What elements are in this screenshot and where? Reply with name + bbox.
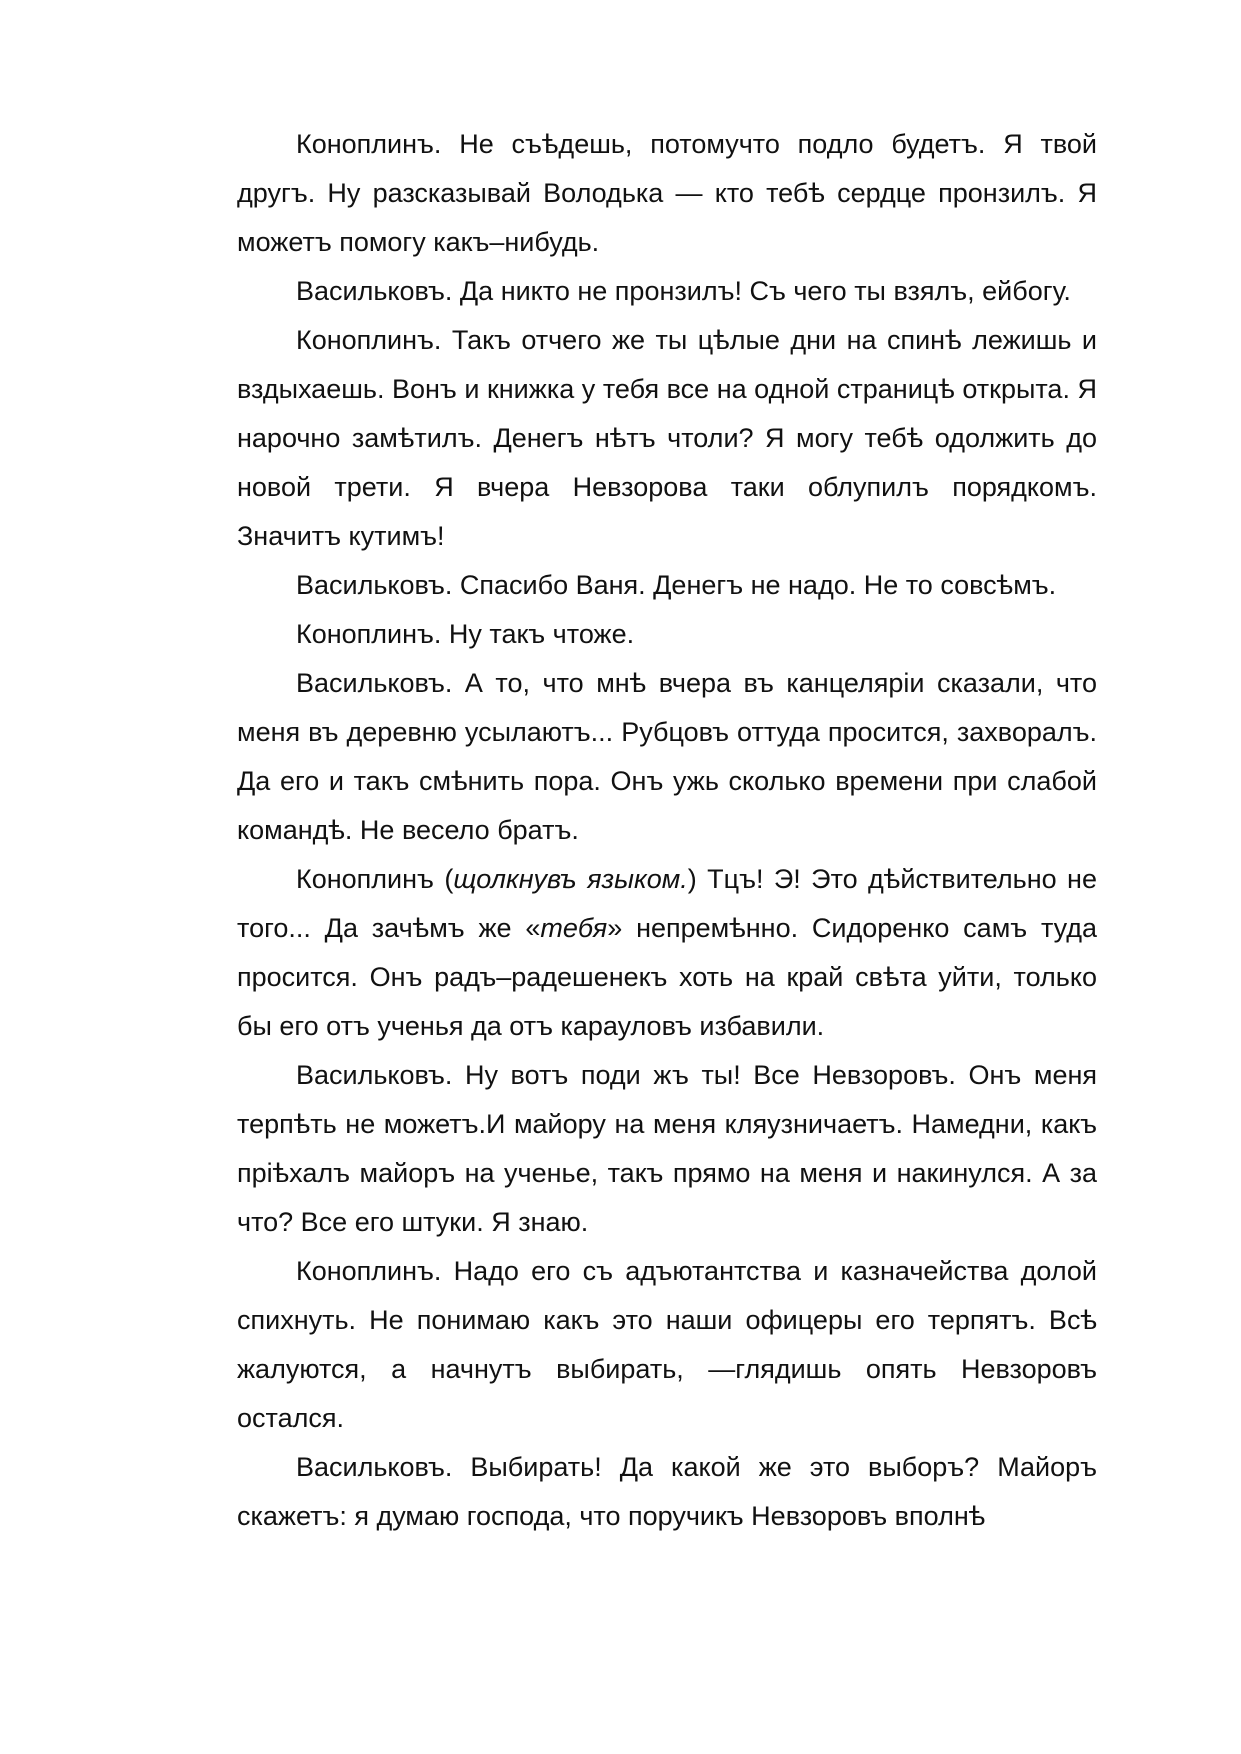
paragraph-2 (237, 267, 1097, 316)
paragraph-text: ) Тцъ! Э! Это дѣйствительно не того... Да зачѣмъ же « (237, 864, 1097, 943)
paragraph-7 (237, 855, 1097, 1051)
paragraph-text: Васильковъ. Выбирать! Да какой же это выборъ? Майоръ скажетъ: я думаю господа, что поручикъ Невзоровъ вполнѣ (237, 1452, 1097, 1531)
paragraph-9 (237, 1247, 1097, 1443)
paragraph-text: Васильковъ. Спасибо Ваня. Денегъ не надо. Не то совсѣмъ. (296, 570, 1057, 600)
paragraph-text: Васильковъ. А то, что мнѣ вчера въ канцеляріи сказали, что меня въ деревню усылаютъ... Рубцовъ оттуда просится, захворалъ. Да его и такъ смѣнить пора. Онъ ужь сколько времени при слабой командѣ. Не весело братъ. (237, 668, 1097, 845)
paragraph-text: Васильковъ. Да никто не пронзилъ! Съ чего ты взялъ, ейбогу. (296, 276, 1071, 306)
paragraph-3 (237, 316, 1097, 561)
paragraph-text: Коноплинъ. Надо его съ адъютантства и казначейства долой спихнуть. Не понимаю какъ это наши офицеры его терпятъ. Всѣ жалуются, а начнутъ выбирать, —глядишь опять Невзоровъ остался. (237, 1256, 1097, 1433)
emphasis-text: тебя (540, 913, 608, 943)
paragraph-6 (237, 659, 1097, 855)
paragraph-text: Коноплинъ ( (296, 864, 454, 894)
paragraph-10 (237, 1443, 1097, 1541)
paragraph-8 (237, 1051, 1097, 1247)
paragraph-5 (237, 610, 1097, 659)
paragraph-text: Коноплинъ. Не съѣдешь, потомучто подло будетъ. Я твой другъ. Ну разсказывай Володька — кто тебѣ сердце пронзилъ. Я можетъ помогу какъ–нибудь. (237, 129, 1097, 257)
paragraph-4 (237, 561, 1097, 610)
paragraph-text: Коноплинъ. Такъ отчего же ты цѣлые дни на спинѣ лежишь и вздыхаешь. Вонъ и книжка у тебя все на одной страницѣ открыта. Я нарочно замѣтилъ. Денегъ нѣтъ чтоли? Я могу тебѣ одолжить до новой трети. Я вчера Невзорова таки облупилъ порядкомъ. Значитъ кутимъ! (237, 325, 1097, 551)
paragraph-1 (237, 120, 1097, 267)
paragraph-text: » непремѣнно. Сидоренко самъ туда просится. Онъ радъ–радешенекъ хоть на край свѣта уйти, только бы его отъ ученья да отъ карауловъ избавили. (237, 913, 1097, 1041)
stage-direction: щолкнувъ языком. (453, 864, 688, 894)
document-text (237, 120, 1097, 1541)
paragraph-text: Васильковъ. Ну вотъ поди жъ ты! Все Невзоровъ. Онъ меня терпѣть не можетъ.И майору на меня кляузничаетъ. Намедни, какъ пріѣхалъ майоръ на ученье, такъ прямо на меня и накинулся. А за что? Все его штуки. Я знаю. (237, 1060, 1097, 1237)
paragraph-text: Коноплинъ. Ну такъ чтоже. (296, 619, 635, 649)
